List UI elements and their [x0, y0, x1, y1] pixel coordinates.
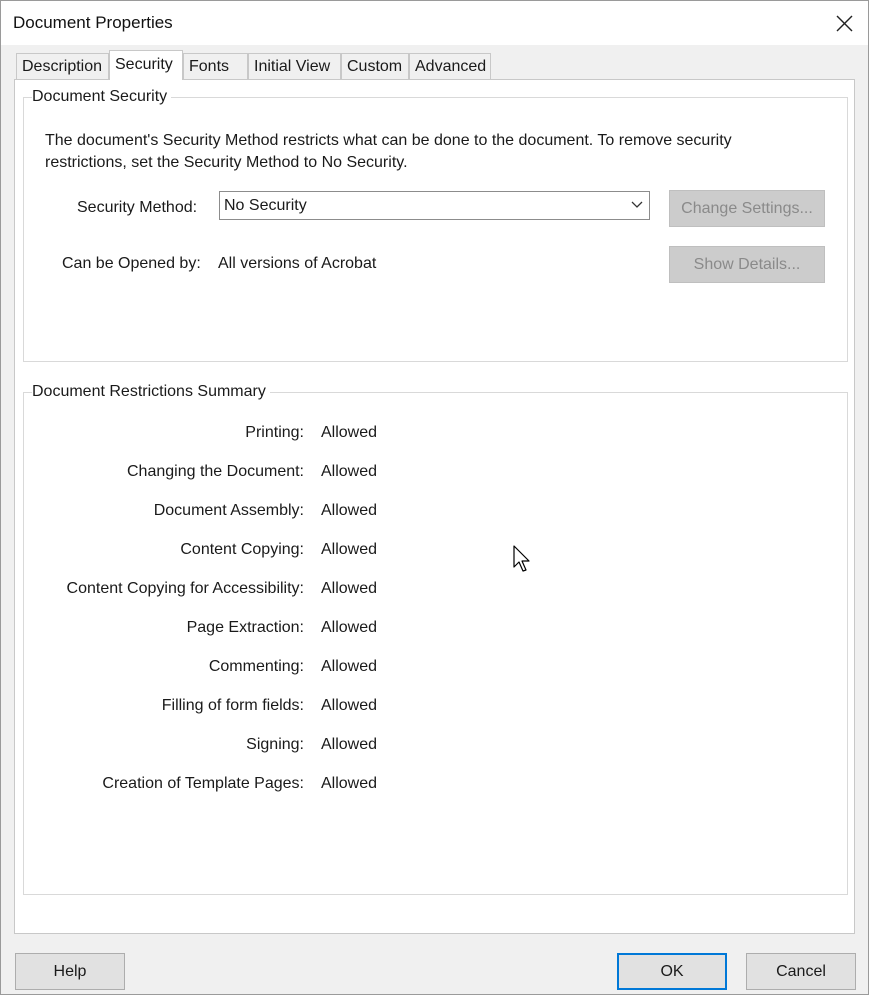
- tab-label: Custom: [347, 58, 403, 75]
- restriction-value: Allowed: [321, 775, 378, 792]
- mouse-cursor-icon: [513, 545, 533, 573]
- tab-initial-view[interactable]: [248, 53, 341, 79]
- show-details-button[interactable]: Show Details...: [669, 246, 825, 283]
- tab-custom[interactable]: [341, 53, 409, 79]
- security-method-label: Security Method:: [77, 199, 198, 216]
- tab-fonts[interactable]: [183, 53, 248, 79]
- opened-by-value: All versions of Acrobat: [218, 255, 377, 272]
- restriction-label: Creation of Template Pages:: [102, 775, 304, 792]
- tab-label: Advanced: [415, 58, 487, 75]
- close-button[interactable]: [828, 7, 860, 39]
- restriction-label: Printing:: [245, 424, 304, 441]
- tab-label: Initial View: [254, 58, 331, 75]
- restriction-label: Document Assembly:: [153, 502, 304, 519]
- chevron-down-icon: [631, 201, 643, 209]
- security-tab-panel: [14, 79, 855, 934]
- security-method-value: No Security: [224, 197, 307, 214]
- restriction-value: Allowed: [321, 697, 378, 714]
- restriction-value: Allowed: [321, 736, 378, 753]
- restriction-row-accessibility: [24, 580, 824, 602]
- opened-by-label: Can be Opened by:: [62, 255, 201, 272]
- restrictions-summary-group: [23, 383, 848, 895]
- restriction-row-form-fields: [24, 697, 824, 719]
- restriction-row-page-extraction: [24, 619, 824, 641]
- tab-security[interactable]: [109, 50, 183, 80]
- restriction-value: Allowed: [321, 424, 378, 441]
- tab-advanced[interactable]: [409, 53, 491, 79]
- restriction-label: Page Extraction:: [186, 619, 304, 636]
- help-button[interactable]: Help: [15, 953, 125, 990]
- restriction-value: Allowed: [321, 619, 378, 636]
- tab-description[interactable]: [16, 53, 109, 79]
- restriction-row-changing: [24, 463, 824, 485]
- restriction-row-signing: [24, 736, 824, 758]
- cancel-button[interactable]: Cancel: [746, 953, 856, 990]
- restriction-row-printing: [24, 424, 824, 446]
- document-security-title: Document Security: [32, 88, 171, 106]
- close-icon: [828, 7, 860, 39]
- restriction-label: Changing the Document:: [127, 463, 304, 480]
- restriction-value: Allowed: [321, 502, 378, 519]
- restrictions-summary-title: Document Restrictions Summary: [32, 383, 270, 401]
- restriction-label: Filling of form fields:: [161, 697, 304, 714]
- restriction-value: Allowed: [321, 541, 378, 558]
- restriction-value: Allowed: [321, 658, 378, 675]
- restriction-row-template-pages: [24, 775, 824, 797]
- restriction-value: Allowed: [321, 580, 378, 597]
- restriction-label: Content Copying for Accessibility:: [66, 580, 304, 597]
- document-security-group: [23, 88, 848, 362]
- tab-label: Fonts: [189, 58, 230, 75]
- title-bar: [1, 1, 868, 45]
- restriction-value: Allowed: [321, 463, 378, 480]
- window-title: Document Properties: [13, 13, 173, 32]
- tab-label: Description: [22, 58, 103, 75]
- security-method-select[interactable]: [219, 191, 650, 220]
- tab-label: Security: [115, 56, 173, 73]
- restriction-label: Signing:: [246, 736, 304, 753]
- security-description: The document's Security Method restricts what can be done to the document. To remove security restrictions, set the Security Method to No Security.: [45, 132, 732, 171]
- restriction-row-content-copying: [24, 541, 824, 563]
- ok-button[interactable]: OK: [617, 953, 727, 990]
- restriction-label: Commenting:: [208, 658, 304, 675]
- restriction-row-commenting: [24, 658, 824, 680]
- restriction-row-assembly: [24, 502, 824, 524]
- change-settings-button[interactable]: Change Settings...: [669, 190, 825, 227]
- restriction-label: Content Copying:: [180, 541, 304, 558]
